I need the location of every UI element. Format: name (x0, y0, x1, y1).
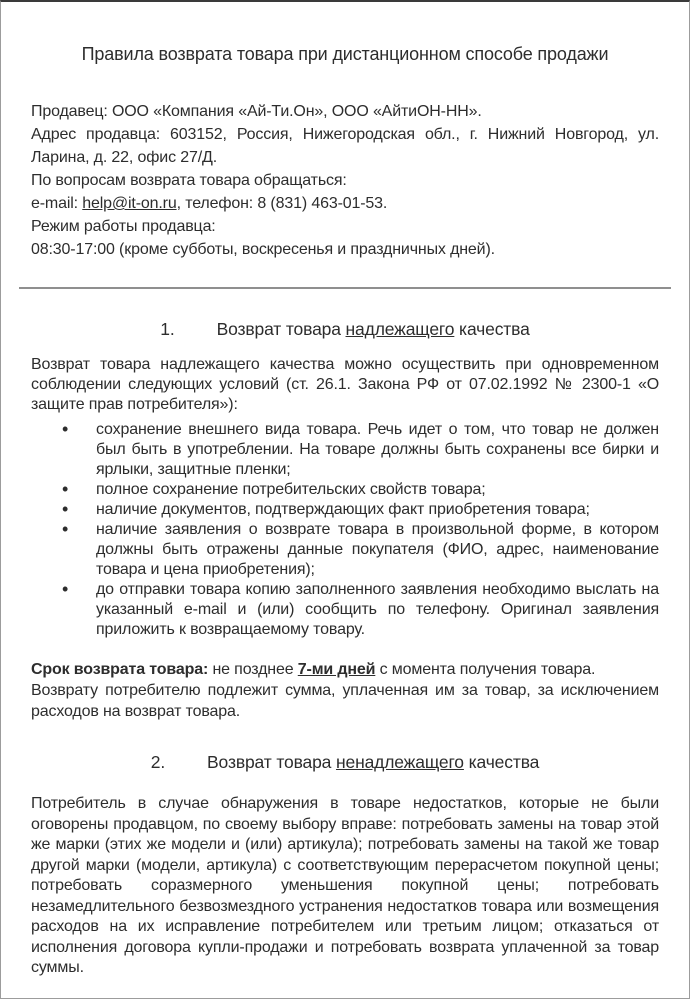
seller-line: Продавец: ООО «Компания «Ай-Ти.Он», ООО «АйтиОН-НН». (31, 103, 482, 120)
document-title: Правила возврата товара при дистанционном способе продажи (81, 44, 609, 64)
section-2-body: Потребитель в случае обнаружения в товаре недостатков, которые не были оговорены продавцом, по своему выбору вправе: потребовать замены на товар этой же марки (этих же модели и (или) артикула); потребовать замены на такой же товар другой марки (модели, артикула) с соответствующим перерасчетом покупной цены; потребовать соразмерного уменьшения покупной цены; потребовать незамедлительного безвозмездного устранения недостатков товара или возмещения расходов на их исправление потребителем или третьим лицом; отказаться от исполнения договора купли-продажи и потребовать возврата уплаченной за товар суммы. (31, 795, 664, 976)
phone-text: , телефон: 8 (831) 463-01-53. (176, 195, 388, 212)
section-1-title (217, 317, 530, 341)
section-2-title-pre: Возврат товара (207, 752, 336, 772)
section-2-title-post: качества (463, 752, 540, 772)
section-2-heading (31, 750, 659, 774)
list-item: • наличие документов, подтверждающих факт приобретения товара; (31, 500, 659, 520)
list-item: • полное сохранение потребительских свойств товара; (31, 480, 659, 500)
section-divider (19, 287, 671, 289)
section-1-heading (31, 317, 659, 341)
schedule-value: 08:30-17:00 (кроме субботы, воскресенья и праздничных дней). (31, 241, 495, 258)
return-term-tail: с момента получения товара. (375, 661, 596, 678)
email-label: e-mail: (31, 195, 83, 212)
email-link[interactable]: help@it-on.ru (82, 195, 177, 212)
return-term-mid: не позднее (208, 661, 298, 678)
list-item: • наличие заявления о возврате товара в произвольной форме, в котором должны быть отражены данные покупателя (ФИО, адрес, наименование товара и цена приобретения); (31, 520, 659, 580)
section-2-title (207, 750, 539, 774)
return-term-label: Срок возврата товара: (31, 661, 209, 678)
section-1-title-underlined: надлежащего (345, 319, 455, 339)
section-1-number: 1. (160, 319, 175, 339)
return-term-line (31, 659, 659, 680)
section-1-title-pre: Возврат товара (216, 319, 346, 339)
email-phone-line (31, 192, 659, 215)
return-conditions-list (31, 420, 659, 640)
return-contact-intro: По вопросам возврата товара обращаться: (31, 172, 347, 189)
section-1-title-post: качества (454, 319, 530, 339)
refund-note: Возврату потребителю подлежит сумма, уплаченная им за товар, за исключением расходов на возврат товара. (31, 682, 659, 720)
return-term-value: 7-ми дней (297, 661, 376, 678)
list-item: • до отправки товара копию заполненного заявления необходимо выслать на указанный e-mail и (или) сообщить по телефону. Оригинал заявления приложить к возвращаемому товару. (31, 580, 659, 640)
section-1-intro: Возврат товара надлежащего качества можно осуществить при одновременном соблюдении следующих условий (ст. 26.1. Закона РФ от 07.02.1992 № 2300-1 «О защите прав потребителя»): (31, 356, 664, 413)
list-item: • сохранение внешнего вида товара. Речь идет о том, что товар не должен был быть в употреблении. На товаре должны быть сохранены все бирки и ярлыки, защитные пленки; (31, 420, 659, 480)
section-2-title-underlined: ненадлежащего (335, 752, 464, 772)
schedule-label: Режим работы продавца: (31, 218, 216, 235)
section-2-number: 2. (150, 752, 166, 772)
seller-address: Адрес продавца: 603152, Россия, Нижегородская обл., г. Нижний Новгород, ул. Ларина, д. 22, офис 27/Д. (31, 126, 659, 166)
seller-info-block (31, 100, 659, 261)
